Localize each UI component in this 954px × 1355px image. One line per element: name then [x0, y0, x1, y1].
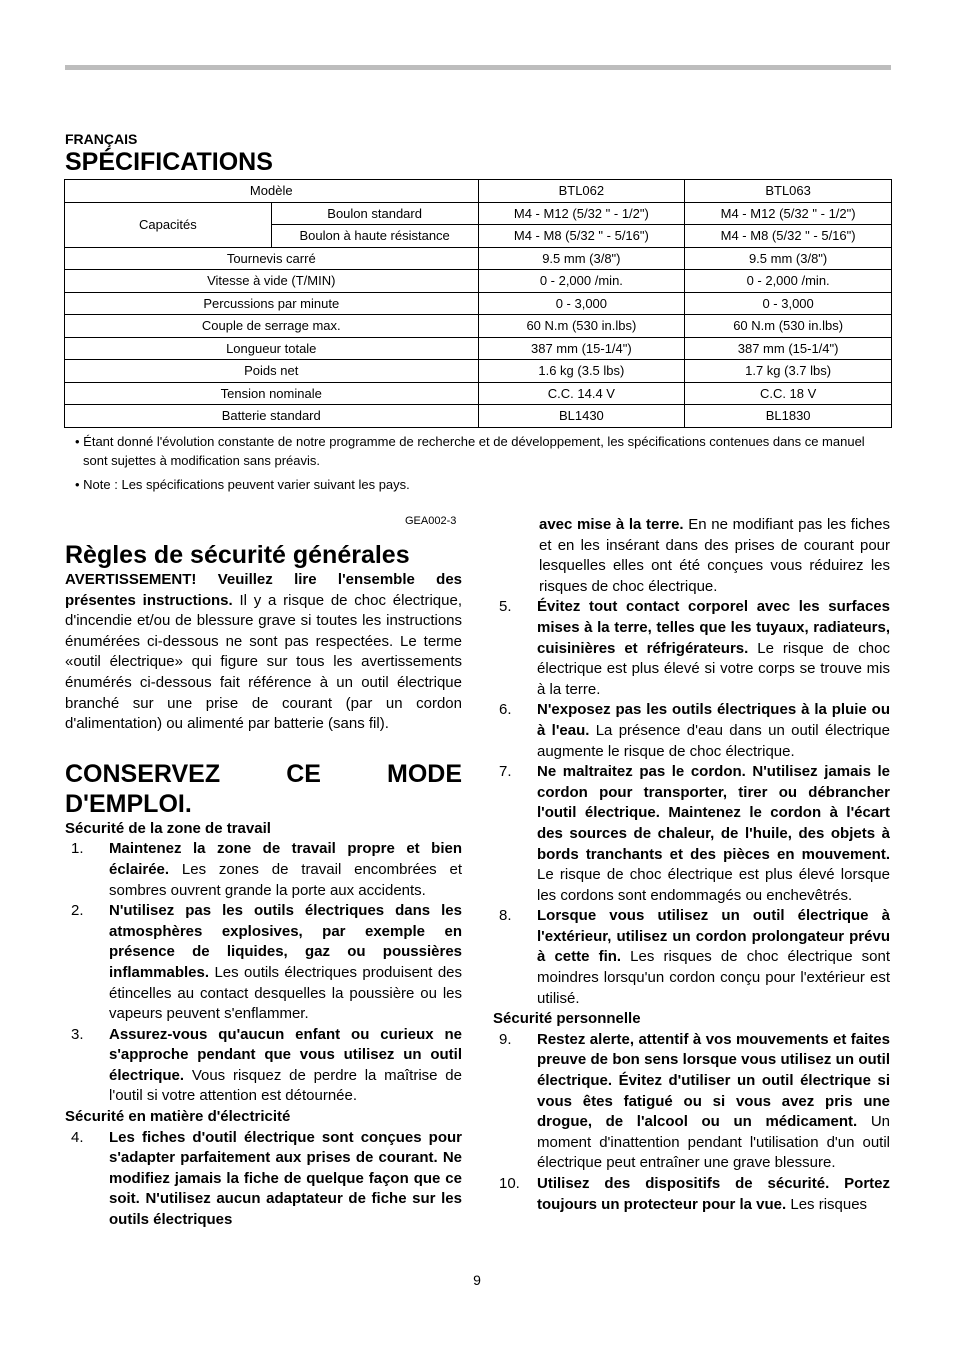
- item-bold: N'exposez pas les outils électriques à la pluie ou à l'eau.: [537, 701, 890, 739]
- item-bold: Assurez-vous qu'aucun enfant ou curieux ne s'approche pendant que vous utilisez un outil électrique.: [109, 1025, 462, 1084]
- item-text: Les risques de choc électrique sont moindres lorsqu'un cordon conçu pour l'extérieur est utilisé.: [537, 948, 890, 1007]
- table-header-btl062: BTL062: [478, 180, 685, 203]
- list-item: [493, 1030, 890, 1174]
- table-cell: 60 N.m (530 in.lbs): [685, 315, 892, 338]
- list-item: [65, 901, 462, 1025]
- table-row: [65, 202, 892, 225]
- table-header-model: Modèle: [65, 180, 479, 203]
- table-cell: Tension nominale: [65, 382, 479, 405]
- list-item: [65, 839, 462, 901]
- table-cell: 0 - 3,000: [685, 292, 892, 315]
- item-text: En ne modifiant pas les fiches et en les insérant dans des prises de courant pour lesquelles elles ont été conçues vous réduirez les risques de choc électrique.: [539, 516, 890, 595]
- item-text: Les risques: [786, 1195, 868, 1213]
- item-number: 3.: [71, 1025, 84, 1043]
- table-cell: 1.6 kg (3.5 lbs): [478, 360, 685, 383]
- rules-heading: Règles de sécurité générales: [65, 541, 410, 569]
- table-cell: M4 - M12 (5/32 " - 1/2"): [685, 202, 892, 225]
- table-cell: BL1830: [685, 405, 892, 428]
- item-text: Les outils électriques produisent des étincelles au contact desquelles la poussière ou les vapeurs peuvent s'enflammer.: [109, 963, 462, 1023]
- list-item: [493, 700, 890, 762]
- item-text: Le risque de choc électrique est plus élevé si votre corps se trouve mis à la terre.: [537, 639, 890, 698]
- rules-intro: [65, 570, 462, 735]
- language-label: FRANÇAIS: [65, 131, 138, 147]
- table-cell: C.C. 18 V: [685, 382, 892, 405]
- table-cell: Vitesse à vide (T/MIN): [65, 270, 479, 293]
- item-text: Vous risquez de perdre la maîtrise de l'outil si votre attention est détournée.: [109, 1066, 462, 1105]
- spec-notes: [75, 432, 885, 499]
- table-cell: BL1430: [478, 405, 685, 428]
- item-number: 4.: [71, 1128, 84, 1146]
- table-cell: 9.5 mm (3/8"): [478, 247, 685, 270]
- table-row: [65, 315, 892, 338]
- item-number: 7.: [499, 763, 512, 781]
- subheading-electricity: Sécurité en matière d'électricité: [65, 1108, 291, 1126]
- table-cell: 0 - 2,000 /min.: [685, 270, 892, 293]
- note-evolution: • Étant donné l'évolution constante de notre programme de recherche et de développement, les spécifications contenues dans ce manuel sont sujettes à modification sans préavis.: [75, 434, 865, 468]
- table-cell: Percussions par minute: [65, 292, 479, 315]
- table-cell: 0 - 3,000: [478, 292, 685, 315]
- subheading-work-area: Sécurité de la zone de travail: [65, 819, 271, 837]
- item-bold: Ne maltraitez pas le cordon. N'utilisez jamais le cordon pour transporter, tirer ou débrancher l'outil électrique. Maintenez le cordon à l'écart des sources de chaleur, de l'huile, des objets à bords tranchants et des pièces en mouvement.: [537, 763, 890, 863]
- table-cell: Couple de serrage max.: [65, 315, 479, 338]
- table-row: [65, 270, 892, 293]
- item-bold: N'utilisez pas les outils électriques dans les atmosphères explosives, par exemple en présence de liquides, gaz ou poussières inflammables.: [109, 902, 462, 981]
- list-item: [493, 597, 890, 700]
- table-cell: Boulon standard: [271, 202, 478, 225]
- list-item: [493, 906, 890, 1009]
- item-bold: Maintenez la zone de travail propre et bien éclairée.: [109, 840, 462, 878]
- list-item-continued: [493, 515, 890, 597]
- item-bold: Restez alerte, attentif à vos mouvements et faites preuve de bon sens lorsque vous utilisez un outil électrique. Évitez d'utiliser un outil électrique si vous êtes fatigué ou si vous avez pris une drogue, de l'alcool ou un médicament.: [537, 1030, 890, 1131]
- capacities-label: Capacités: [65, 202, 272, 247]
- list-item: [65, 1025, 462, 1107]
- document-code: GEA002-3: [405, 515, 457, 527]
- item-text: Les zones de travail encombrées et sombres ouvrent grande la porte aux accidents.: [109, 860, 462, 899]
- table-cell: M4 - M8 (5/32 " - 5/16"): [478, 225, 685, 248]
- item-number: 9.: [499, 1030, 512, 1048]
- keep-heading: CONSERVEZ CE MODE D'EMPLOI.: [65, 759, 462, 818]
- table-cell: C.C. 14.4 V: [478, 382, 685, 405]
- note-country: • Note : Les spécifications peuvent varier suivant les pays.: [75, 477, 410, 492]
- table-row: [65, 180, 892, 203]
- item-bold: avec mise à la terre.: [539, 516, 684, 533]
- item-text: Le risque de choc électrique est plus élevé lorsque les cordons sont endommagés ou enchevêtrés.: [537, 866, 890, 904]
- item-bold: Lorsque vous utilisez un outil électrique à l'extérieur, utilisez un cordon prolongateur prévu à cette fin.: [537, 907, 890, 966]
- item-number: 10.: [499, 1175, 520, 1192]
- table-cell: 387 mm (15-1/4"): [685, 337, 892, 360]
- right-column: [493, 515, 890, 1215]
- table-cell: 1.7 kg (3.7 lbs): [685, 360, 892, 383]
- table-header-btl063: BTL063: [685, 180, 892, 203]
- subheading-personal: Sécurité personnelle: [493, 1010, 641, 1028]
- table-row: [65, 382, 892, 405]
- table-cell: Batterie standard: [65, 405, 479, 428]
- item-bold: Les fiches d'outil électrique sont conçues pour s'adapter parfaitement aux prises de courant. Ne modifiez jamais la fiche de quelque façon que ce soit. N'utilisez aucun adaptateur de fiche sur les outils électriques: [109, 1128, 462, 1229]
- intro-warning: AVERTISSEMENT! Veuillez lire l'ensemble des présentes instructions.: [65, 571, 462, 609]
- table-cell: M4 - M8 (5/32 " - 5/16"): [685, 225, 892, 248]
- table-cell: 0 - 2,000 /min.: [478, 270, 685, 293]
- table-row: [65, 405, 892, 428]
- table-row: [65, 337, 892, 360]
- item-number: 8.: [499, 907, 512, 925]
- page-number: 9: [473, 1272, 481, 1288]
- list-item: [65, 1128, 462, 1231]
- item-bold: Utilisez des dispositifs de sécurité. Portez toujours un protecteur pour la vue.: [537, 1175, 890, 1213]
- table-cell: 9.5 mm (3/8"): [685, 247, 892, 270]
- page-title: SPÉCIFICATIONS: [65, 148, 273, 176]
- table-cell: 60 N.m (530 in.lbs): [478, 315, 685, 338]
- table-cell: Longueur totale: [65, 337, 479, 360]
- item-number: 2.: [71, 902, 84, 920]
- table-cell: Tournevis carré: [65, 247, 479, 270]
- table-row: [65, 247, 892, 270]
- item-bold: Évitez tout contact corporel avec les surfaces mises à la terre, telles que les tuyaux, radiateurs, cuisinières et réfrigérateurs.: [537, 598, 890, 657]
- list-item: [493, 1174, 890, 1215]
- list-item: [493, 762, 890, 906]
- item-text: Un moment d'inattention pendant l'utilisation d'un outil électrique peut entraîner une grave blessure.: [537, 1113, 890, 1172]
- item-number: 1.: [71, 840, 84, 858]
- header-rule: [65, 65, 891, 70]
- table-cell: 387 mm (15-1/4"): [478, 337, 685, 360]
- left-column: [65, 540, 462, 1231]
- intro-text: Il y a risque de choc électrique, d'incendie et/ou de blessure grave si toutes les instructions énumérées ci-dessous ne sont pas respectées. Le terme «outil électrique» qui figure sur tous les avertissements énumérés ci-dessous fait référence à un outil électrique branché sur une prise de courant (par un cordon d'alimentation) ou alimenté par batterie (sans fil).: [65, 591, 462, 733]
- table-row: [65, 360, 892, 383]
- table-row: [65, 292, 892, 315]
- spec-table: [64, 179, 892, 428]
- item-number: 5.: [499, 598, 512, 616]
- item-number: 6.: [499, 701, 512, 719]
- table-cell: M4 - M12 (5/32 " - 1/2"): [478, 202, 685, 225]
- item-text: La présence d'eau dans un outil électrique augmente le risque de choc électrique.: [537, 721, 890, 760]
- table-cell: Boulon à haute résistance: [271, 225, 478, 248]
- table-cell: Poids net: [65, 360, 479, 383]
